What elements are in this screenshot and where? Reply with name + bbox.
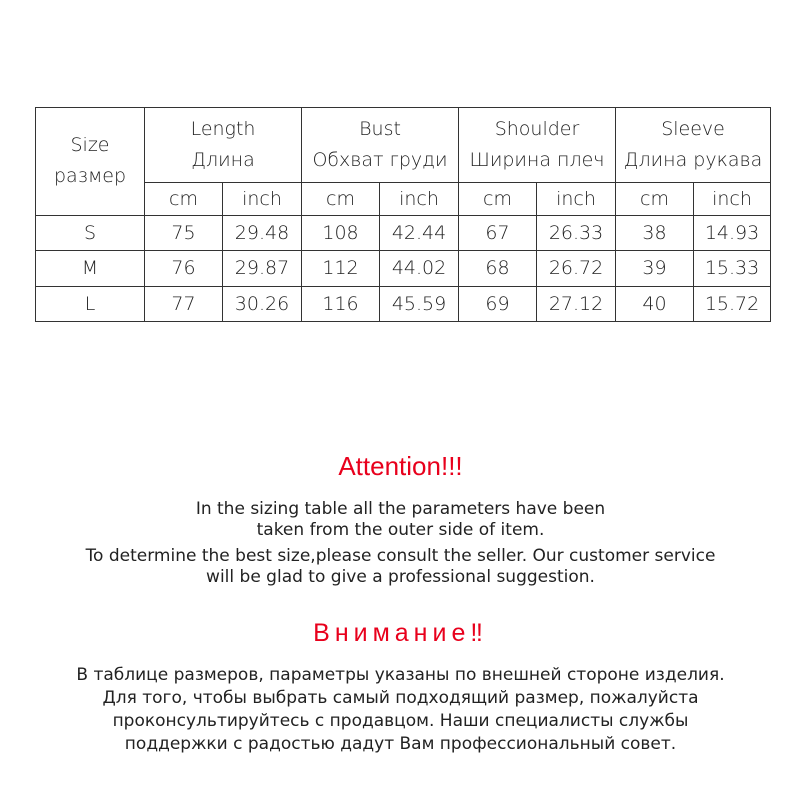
attention-ru-title: Внимание‼	[313, 619, 488, 647]
table-cell: 29.48	[223, 215, 302, 250]
table-cell: 76	[145, 251, 223, 286]
table-cell: 29.87	[223, 251, 302, 286]
size-label-en: Size	[70, 134, 110, 157]
size-label-ru: размер	[53, 165, 127, 188]
table-cell: 75	[145, 215, 223, 250]
attention-en-paragraph-1	[0, 499, 801, 541]
attention-ru-line: В таблице размеров, параметры указаны по внешней стороне изделия.	[76, 665, 725, 685]
table-cell: 14.93	[694, 215, 771, 250]
table-cell: 30.26	[223, 286, 302, 321]
unit-cell: cm	[145, 182, 223, 215]
table-cell: 116	[302, 286, 380, 321]
table-cell: 45.59	[380, 286, 459, 321]
attention-en-line: In the sizing table all the parameters have been	[195, 499, 606, 519]
table-unit-row	[36, 182, 771, 215]
attention-en-line: taken from the outer side of item.	[256, 520, 545, 540]
attention-en-line: will be glad to give a professional suggestion.	[206, 567, 595, 587]
attention-ru-line: Для того, чтобы выбрать самый подходящий размер, пожалуйста	[102, 688, 699, 708]
table-row	[36, 286, 771, 321]
table-cell: 15.72	[694, 286, 771, 321]
table-cell: 27.12	[537, 286, 616, 321]
bust-column-header	[302, 108, 459, 183]
table-row	[36, 251, 771, 286]
unit-cell: cm	[616, 182, 694, 215]
attention-en-line: To determine the best size,please consult the seller. Our customer service	[85, 546, 716, 566]
table-cell: 68	[459, 251, 537, 286]
size-cell: M	[36, 251, 145, 286]
bust-label-en: Bust	[359, 117, 401, 140]
table-cell: 40	[616, 286, 694, 321]
table-cell: 26.33	[537, 215, 616, 250]
table-cell: 108	[302, 215, 380, 250]
shoulder-label-en: Shoulder	[494, 117, 580, 140]
length-column-header	[145, 108, 302, 183]
length-label-en: Length	[190, 117, 256, 140]
sleeve-column-header	[616, 108, 771, 183]
shoulder-column-header	[459, 108, 616, 183]
table-cell: 26.72	[537, 251, 616, 286]
table-cell: 15.33	[694, 251, 771, 286]
unit-cell: inch	[694, 182, 771, 215]
unit-cell: inch	[537, 182, 616, 215]
table-cell: 77	[145, 286, 223, 321]
unit-cell: cm	[459, 182, 537, 215]
attention-ru-line: проконсультируйтесь с продавцом. Наши специалисты службы	[112, 711, 689, 731]
size-table	[35, 107, 771, 322]
sleeve-label-en: Sleeve	[661, 117, 725, 140]
bust-label-ru: Обхват груди	[312, 148, 448, 171]
size-cell: L	[36, 286, 145, 321]
table-cell: 67	[459, 215, 537, 250]
unit-cell: inch	[380, 182, 459, 215]
shoulder-label-ru: Ширина плеч	[469, 148, 605, 171]
table-header-row	[36, 108, 771, 183]
table-cell: 44.02	[380, 251, 459, 286]
table-cell: 112	[302, 251, 380, 286]
attention-ru-line: поддержки с радостью дадут Вам профессиональный совет.	[124, 734, 677, 754]
table-cell: 42.44	[380, 215, 459, 250]
table-cell: 39	[616, 251, 694, 286]
table-cell: 69	[459, 286, 537, 321]
attention-en-paragraph-2	[0, 546, 801, 588]
attention-title: Attention!!!	[338, 451, 463, 481]
unit-cell: inch	[223, 182, 302, 215]
length-label-ru: Длина	[191, 148, 255, 171]
size-column-header	[36, 108, 145, 216]
table-cell: 38	[616, 215, 694, 250]
attention-ru-paragraph	[0, 664, 801, 756]
table-row	[36, 215, 771, 250]
sleeve-label-ru: Длина рукава	[623, 148, 763, 171]
unit-cell: cm	[302, 182, 380, 215]
size-cell: S	[36, 215, 145, 250]
